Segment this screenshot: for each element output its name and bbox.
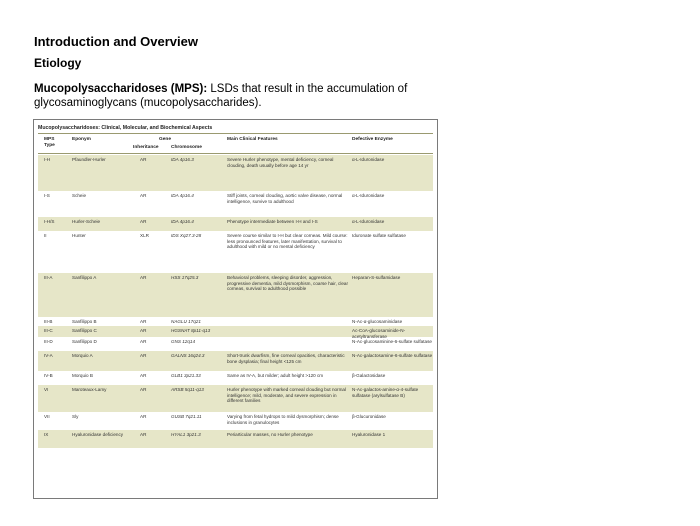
table-row — [38, 371, 433, 385]
cell-type: IV-A — [44, 353, 53, 358]
cell-features: Severe course similar to I-H but clear corneas. Mild course: less pronounced features, later manifestation, survival to adulthood with mild or no mental deficiency — [227, 233, 348, 250]
cell-enzyme: Ac-CoA-glucosaminide-N-acetyltransferase — [352, 328, 406, 339]
cell-enzyme: α-L-Iduronidase — [352, 219, 385, 224]
cell-type: IV-B — [44, 373, 53, 378]
cell-type: II — [44, 233, 47, 238]
cell-chromosome: IDA 4p16.4 — [171, 193, 194, 198]
cell-features: Same as IV-A, but milder; adult height >120 cm — [227, 373, 324, 378]
cell-inheritance: AR — [140, 414, 147, 419]
table-row — [38, 351, 433, 371]
mps-table-figure — [33, 119, 438, 499]
table-row — [38, 385, 433, 412]
header-enzyme: Defective Enzyme — [352, 137, 393, 142]
cell-type: III-B — [44, 319, 53, 324]
cell-inheritance: AR — [140, 328, 147, 333]
table-row — [38, 273, 433, 317]
page-heading: Introduction and Overview — [34, 34, 198, 49]
cell-type: VI — [44, 387, 49, 392]
cell-inheritance: AR — [140, 373, 147, 378]
cell-enzyme: Iduronate sulfate sulfatase — [352, 233, 406, 238]
cell-inheritance: AR — [140, 353, 147, 358]
cell-type: I-H/S — [44, 219, 55, 224]
cell-eponym: Scheie — [72, 193, 87, 198]
cell-eponym: Pfaundler-Hurler — [72, 157, 106, 162]
cell-eponym: Sanfilippo B — [72, 319, 97, 324]
intro-text: LSDs that result in the accumulation of glycosaminoglycans (mucopolysaccharides). — [34, 83, 408, 109]
cell-enzyme: N-Ac-galactos-amine-α-4-sulfate sulfatase (arylsulfatase B) — [352, 387, 419, 398]
cell-enzyme: β-Glucuronidase — [352, 414, 386, 419]
cell-chromosome: IDS Xq27.3-28 — [171, 233, 202, 238]
cell-type: III-C — [44, 328, 53, 333]
cell-enzyme: Hyaluronidase 1 — [352, 432, 386, 437]
cell-features: Behavioral problems, sleeping disorder, aggression, progressive dementia, mild dysmorphism, coarse hair, clear corneas, survival to adulthood possible — [227, 275, 349, 292]
header-chromosome: Chromosome — [171, 145, 202, 150]
cell-features: Severe Hurler phenotype, mental deficiency, corneal clouding, death usually before age 14 yr — [227, 157, 334, 168]
cell-features: Phenotype intermediate between I-H and I-S — [227, 219, 318, 224]
table-row — [38, 191, 433, 217]
table-rule-header — [38, 153, 433, 154]
cell-type: I-H — [44, 157, 51, 162]
section-heading: Etiology — [34, 56, 82, 70]
intro-paragraph — [34, 82, 414, 110]
cell-type: VII — [44, 414, 50, 419]
cell-eponym: Hyaluronidase deficiency — [72, 432, 124, 437]
cell-chromosome: IDA 4p16.4 — [171, 219, 194, 224]
table-row — [38, 326, 433, 337]
header-features: Main Clinical Features — [227, 137, 278, 142]
cell-features: Hurler phenotype with marked corneal clouding but normal intelligence; mild, moderate, and severe expression in different families — [227, 387, 346, 404]
cell-inheritance: AR — [140, 319, 147, 324]
cell-inheritance: AR — [140, 157, 147, 162]
table-title: Mucopolysaccharidoses: Clinical, Molecular, and Biochemical Aspects — [38, 125, 213, 131]
cell-inheritance: AR — [140, 387, 147, 392]
table-row — [38, 430, 433, 448]
intro-term: Mucopolysaccharidoses (MPS): — [34, 83, 208, 95]
cell-chromosome: HYAL1 3p21.3 — [171, 432, 201, 437]
cell-eponym: Sanfilippo C — [72, 328, 97, 333]
table-rule-top — [38, 133, 433, 134]
cell-enzyme: N-Ac-galactosamine-6-sulfate sulfatase — [352, 353, 433, 358]
header-eponym: Eponym — [72, 137, 91, 142]
cell-chromosome: HSS 17q25.3 — [171, 275, 199, 280]
cell-chromosome: GUSB 7q21.11 — [171, 414, 202, 419]
cell-eponym: Hunter — [72, 233, 86, 238]
table-row — [38, 155, 433, 191]
cell-enzyme: N-Ac-α-glucosaminidase — [352, 319, 403, 324]
cell-type: IX — [44, 432, 49, 437]
cell-chromosome: ARSB 5q11-q13 — [171, 387, 204, 392]
cell-enzyme: Heparan-S-sulfamidase — [352, 275, 401, 280]
cell-type: I-S — [44, 193, 50, 198]
cell-eponym: Hurler-Scheie — [72, 219, 101, 224]
cell-inheritance: AR — [140, 339, 147, 344]
table-row — [38, 231, 433, 273]
cell-eponym: Morquio A — [72, 353, 93, 358]
cell-enzyme: α-L-Iduronidase — [352, 193, 385, 198]
cell-inheritance: AR — [140, 193, 147, 198]
cell-chromosome: NAGLU 17q21 — [171, 319, 201, 324]
cell-chromosome: GNS 12q14 — [171, 339, 196, 344]
cell-features: Short-trunk dwarfism, fine corneal opacities, characteristic bone dysplasia; final height <125 cm — [227, 353, 345, 364]
header-gene: Gene — [159, 137, 171, 142]
cell-features: Stiff joints, corneal clouding, aortic valve disease, normal intelligence, survive to adulthood — [227, 193, 343, 204]
cell-eponym: Sanfilippo A — [72, 275, 97, 280]
cell-chromosome: GALNS 16q24.3 — [171, 353, 205, 358]
cell-inheritance: AR — [140, 219, 147, 224]
cell-features: Varying from fetal hydrops to mild dysmorphism; dense inclusions in granulocytes — [227, 414, 339, 425]
cell-inheritance: AR — [140, 432, 147, 437]
table-row — [38, 217, 433, 231]
header-type: MPS Type — [44, 137, 55, 148]
cell-eponym: Sly — [72, 414, 79, 419]
cell-enzyme: α-L-Iduronidase — [352, 157, 385, 162]
cell-enzyme: N-Ac-glucosaminine-6-sulfate sulfatase — [352, 339, 432, 344]
cell-chromosome: IDA 4p16.3 — [171, 157, 194, 162]
cell-enzyme: β-Galactosidase — [352, 373, 386, 378]
cell-chromosome: HGSNAT 8p11-q13 — [171, 328, 211, 333]
table-row — [38, 412, 433, 430]
cell-type: III-D — [44, 339, 53, 344]
cell-chromosome: GLB1 3p21.33 — [171, 373, 201, 378]
table-row — [38, 337, 433, 351]
cell-type: III-A — [44, 275, 53, 280]
cell-eponym: Morquio B — [72, 373, 93, 378]
cell-eponym: Sanfilippo D — [72, 339, 97, 344]
table-row — [38, 317, 433, 326]
cell-inheritance: AR — [140, 275, 147, 280]
cell-inheritance: XLR — [140, 233, 149, 238]
cell-eponym: Maroteaux-Lamy — [72, 387, 107, 392]
cell-features: Periarticular masses, no Hurler phenotype — [227, 432, 313, 437]
header-inheritance: Inheritance — [133, 145, 159, 150]
